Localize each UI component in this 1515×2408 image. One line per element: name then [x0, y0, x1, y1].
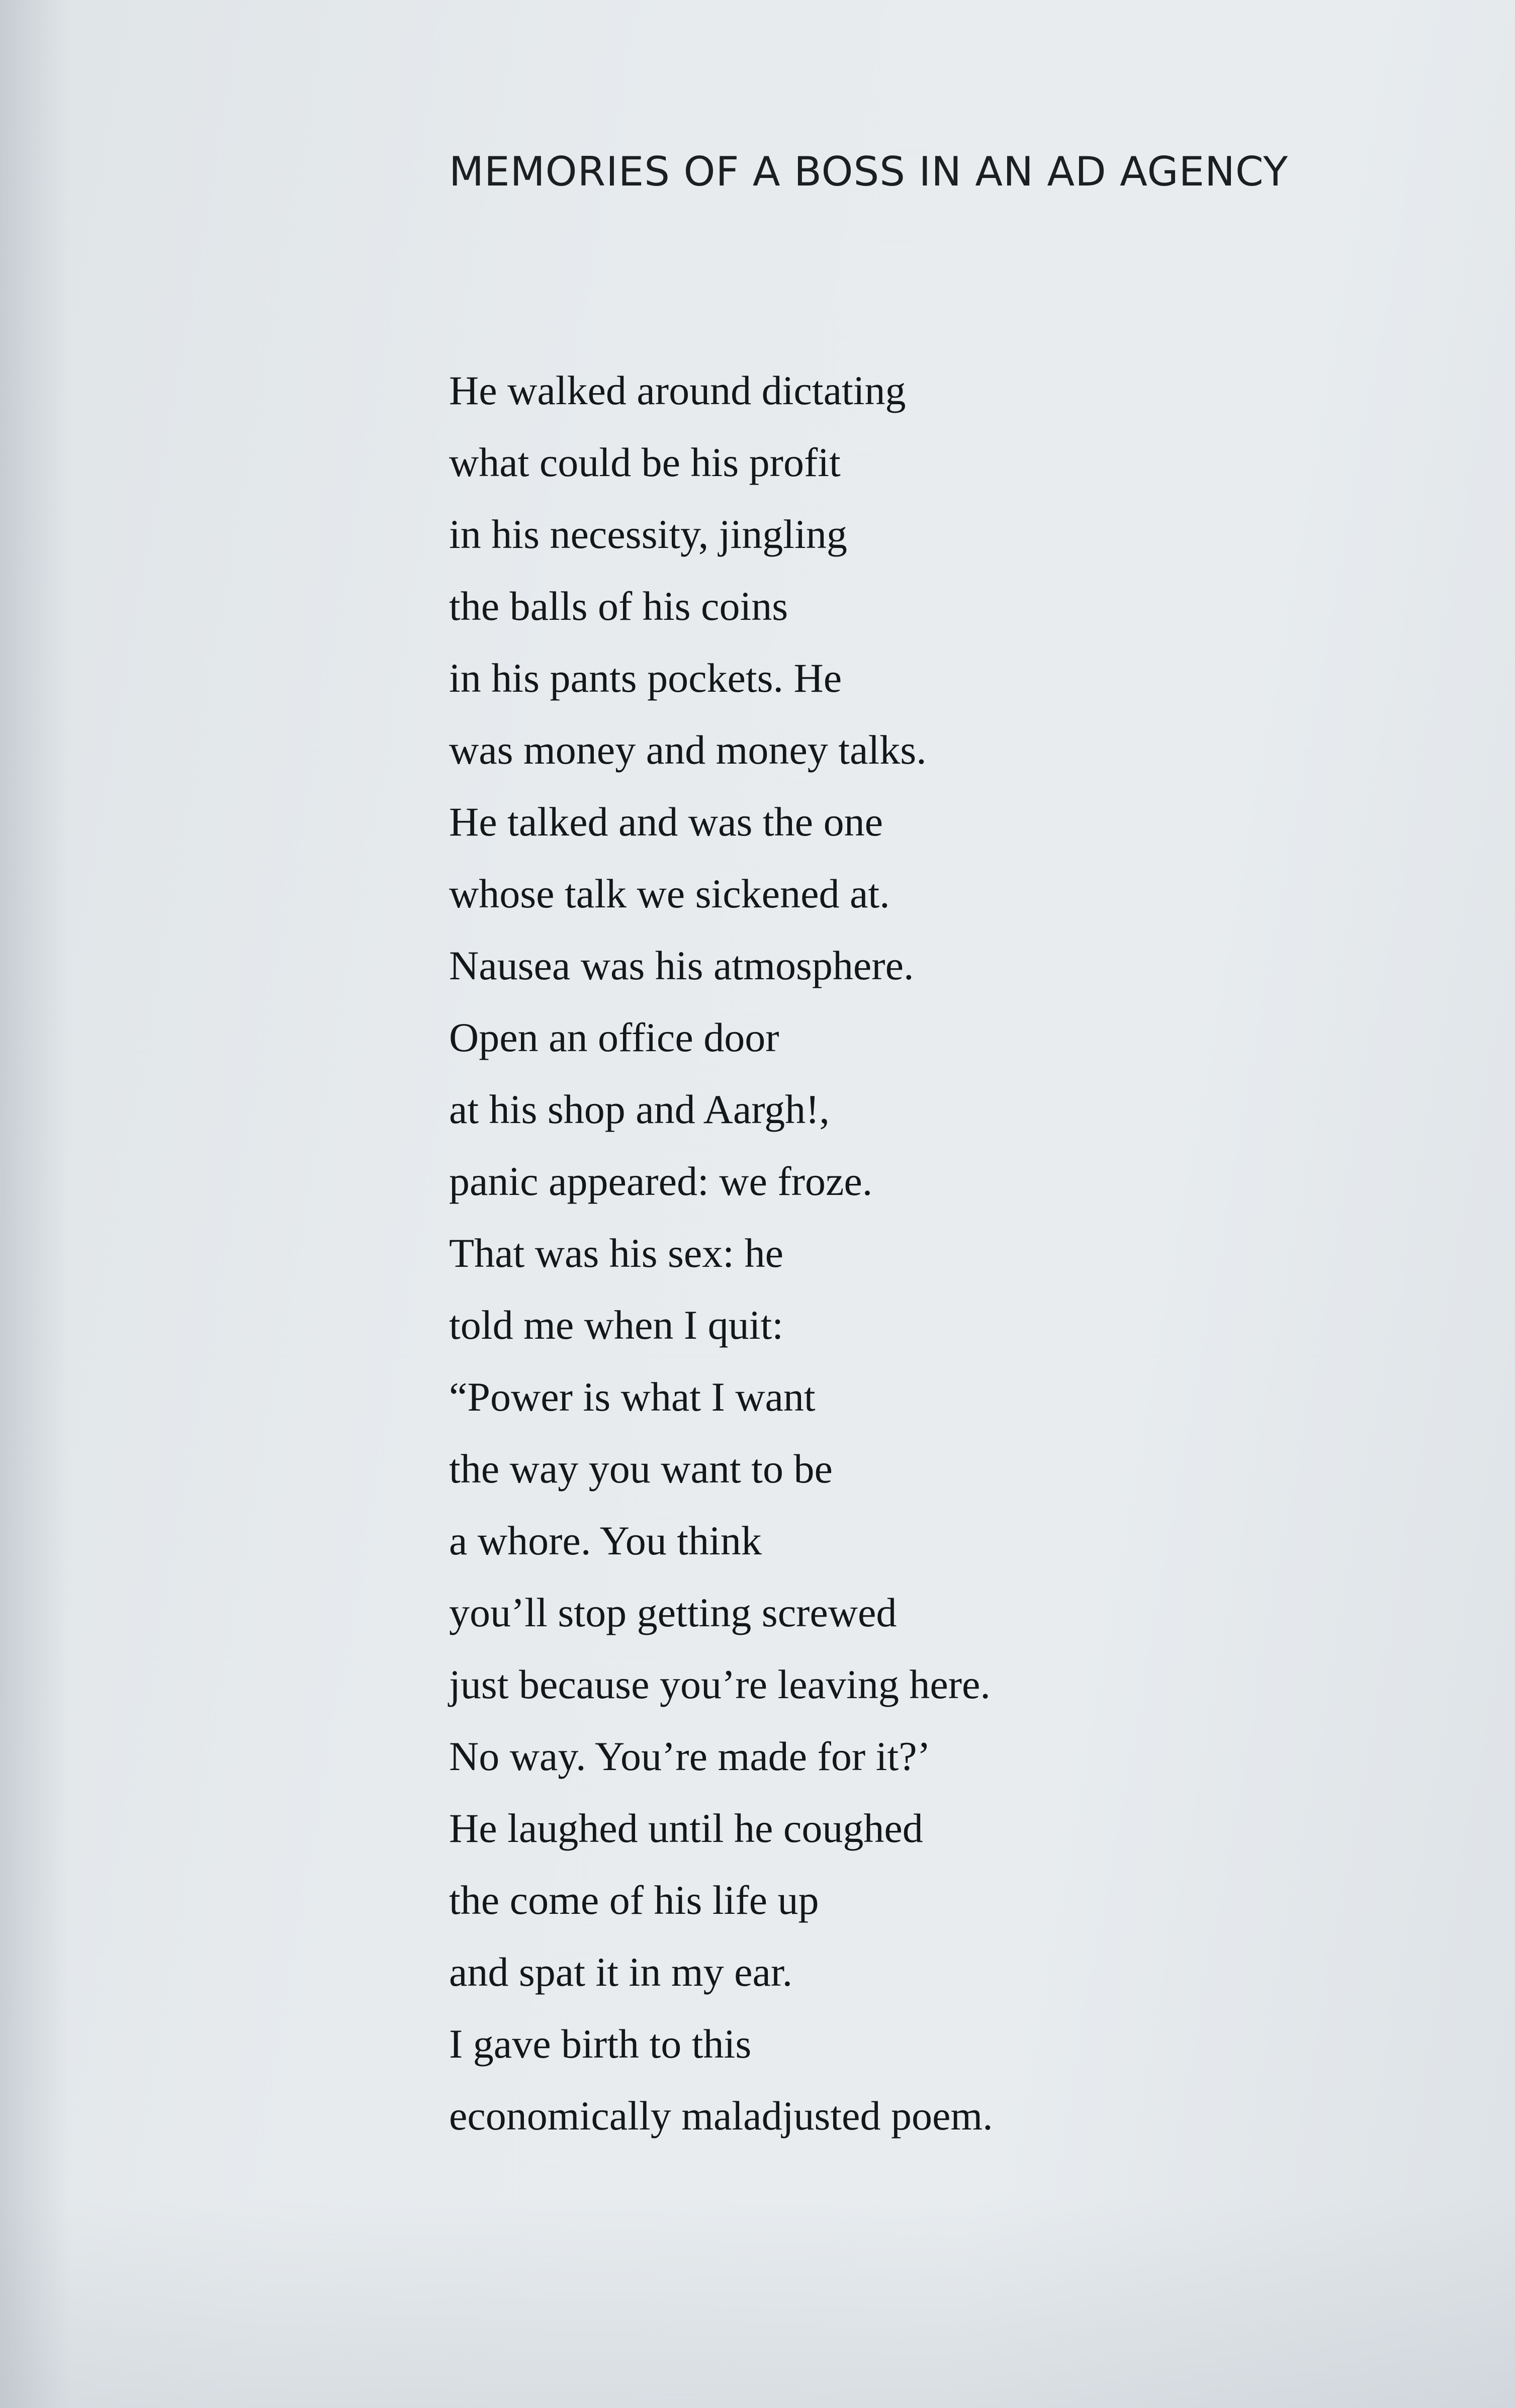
- poem-title: MEMORIES OF A BOSS IN AN AD AGENCY: [449, 148, 1289, 195]
- poem-line: Nausea was his atmosphere.: [449, 943, 914, 988]
- poem-line: He laughed until he coughed: [449, 1805, 923, 1851]
- poem-line: a whore. You think: [449, 1518, 762, 1563]
- poem-line: at his shop and Aargh!,: [449, 1086, 830, 1132]
- page-gutter-shadow: [0, 0, 70, 2408]
- poem-line: the way you want to be: [449, 1446, 833, 1492]
- poem-line: what could be his profit: [449, 439, 841, 485]
- page-bottom-shadow: [0, 2197, 1515, 2408]
- poem-line: He talked and was the one: [449, 799, 883, 845]
- poem-line: and spat it in my ear.: [449, 1949, 793, 1995]
- poem-line: the balls of his coins: [449, 583, 788, 629]
- poem-line: was money and money talks.: [449, 727, 927, 773]
- poem-line: “Power is what I want: [449, 1374, 816, 1420]
- poem-line: the come of his life up: [449, 1877, 819, 1923]
- poem-line: in his necessity, jingling: [449, 511, 847, 557]
- poem-line: He walked around dictating: [449, 367, 906, 413]
- poem-line: panic appeared: we froze.: [449, 1158, 873, 1204]
- poem-line: No way. You’re made for it?’: [449, 1733, 931, 1779]
- poem-line: you’ll stop getting screwed: [449, 1590, 897, 1635]
- poem-line: whose talk we sickened at.: [449, 871, 890, 916]
- poem-line: economically maladjusted poem.: [449, 2093, 993, 2139]
- poem-line: told me when I quit:: [449, 1302, 784, 1348]
- poem-line: That was his sex: he: [449, 1230, 783, 1276]
- poem-line: just because you’re leaving here.: [449, 1661, 991, 1707]
- poem-body: [449, 354, 993, 2152]
- poem-line: in his pants pockets. He: [449, 655, 842, 701]
- poem-line: Open an office door: [449, 1014, 779, 1060]
- poem-line: I gave birth to this: [449, 2021, 752, 2067]
